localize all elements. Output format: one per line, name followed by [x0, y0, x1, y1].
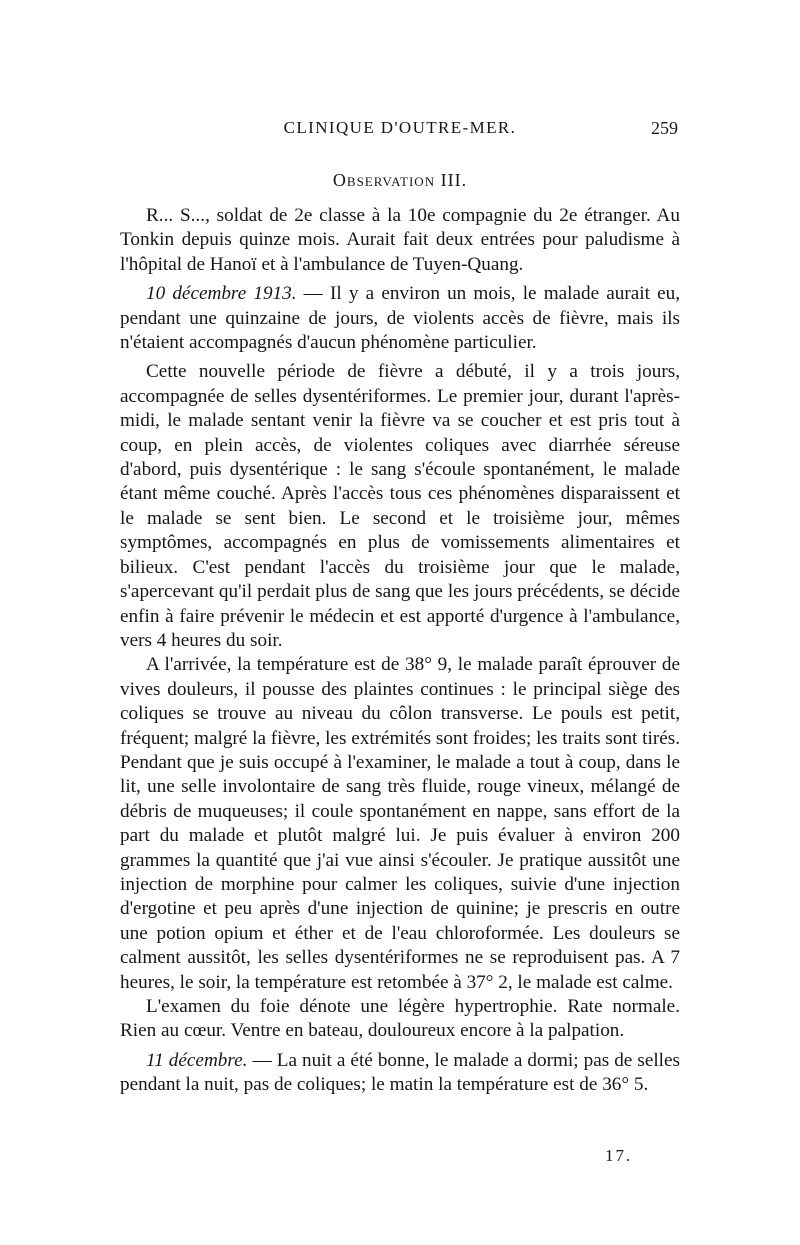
paragraph-dec-11-text: — La nuit a été bonne, le malade a dormi; pas de selles pendant la nuit, pas de coliques; le matin la température est de 36° 5. — [120, 1049, 680, 1096]
page-number: 259 — [651, 118, 678, 138]
paragraph-patient-intro: R... S..., soldat de 2e classe à la 10e compagnie du 2e étranger. Au Tonkin depuis quinze mois. Aurait fait deux entrées pour paludisme à l'hôpital de Hanoï et à l'ambulance de Tuyen-Quang. — [120, 205, 680, 275]
paragraph-dec-11 — [120, 1049, 680, 1098]
signature-mark: 17. — [605, 1146, 633, 1165]
date-dec-10: 10 décembre 1913. — [146, 283, 297, 305]
running-head-title: CLINIQUE D'OUTRE-MER. — [283, 118, 517, 137]
running-head — [120, 118, 680, 142]
body-text — [120, 204, 680, 1103]
paragraph-fever-history: Cette nouvelle période de fièvre a débuté, il y a trois jours, accompagnée de selles dysentériformes. Le premier jour, durant l'après-midi, le malade sentant venir la fièvre va se coucher et est pris tout à coup, en plein accès, de violentes coliques avec diarrhée séreuse d'abord, puis dysentérique : le sang s'écoule spontanément, le malade étant même couché. Après l'accès tous ces phénomènes disparaissent et le malade se sent bien. Le second et le troisième jour, mêmes symptômes, accompagnés en plus de vomissements alimentaires et bilieux. C'est pendant l'accès du troisième jour que le malade, s'apercevant qu'il perdait plus de sang que les jours précédents, se décide enfin à faire prévenir le médecin et est apporté d'urgence à l'ambulance, vers 4 heures du soir. — [120, 361, 680, 651]
paragraph-dec-10 — [120, 282, 680, 355]
paragraph-dec-10-text: — Il y a environ un mois, le malade aurait eu, pendant une quinzaine de jours, de violents accès de fièvre, mais ils n'étaient accompagnés d'aucun phénomène particulier. — [120, 283, 680, 354]
date-dec-11: 11 décembre. — [146, 1049, 248, 1071]
paragraph-exam: L'examen du foie dénote une légère hypertrophie. Rate normale. Rien au cœur. Ventre en bateau, douloureux encore à la palpation. — [120, 996, 680, 1042]
observation-heading: Observation III. — [332, 170, 468, 190]
paragraph-arrival: A l'arrivée, la température est de 38° 9, le malade paraît éprouver de vives douleurs, il pousse des plaintes continues : le principal siège des coliques se trouve au niveau du côlon transverse. Le pouls est petit, fréquent; malgré la fièvre, les extrémités sont froides; les traits sont tirés. Pendant que je suis occupé à l'examiner, le malade a tout à coup, dans le lit, une selle involontaire de sang très fluide, rouge vineux, mélangé de débris de muqueuses; il coule spontanément en nappe, sans effort de la part du malade et plutôt malgré lui. Je puis évaluer à environ 200 grammes la quantité que j'ai vue ainsi s'écouler. Je pratique aussitôt une injection de morphine pour calmer les coliques, suivie d'une injection d'ergotine et peu après d'une injection de quinine; je prescris en outre une potion opium et éther et de l'eau chloroformée. Les douleurs se calment aussitôt, les selles dysentériformes ne se reproduisent pas. A 7 heures, le soir, la température est retombée à 37° 2, le malade est calme. — [120, 654, 680, 993]
